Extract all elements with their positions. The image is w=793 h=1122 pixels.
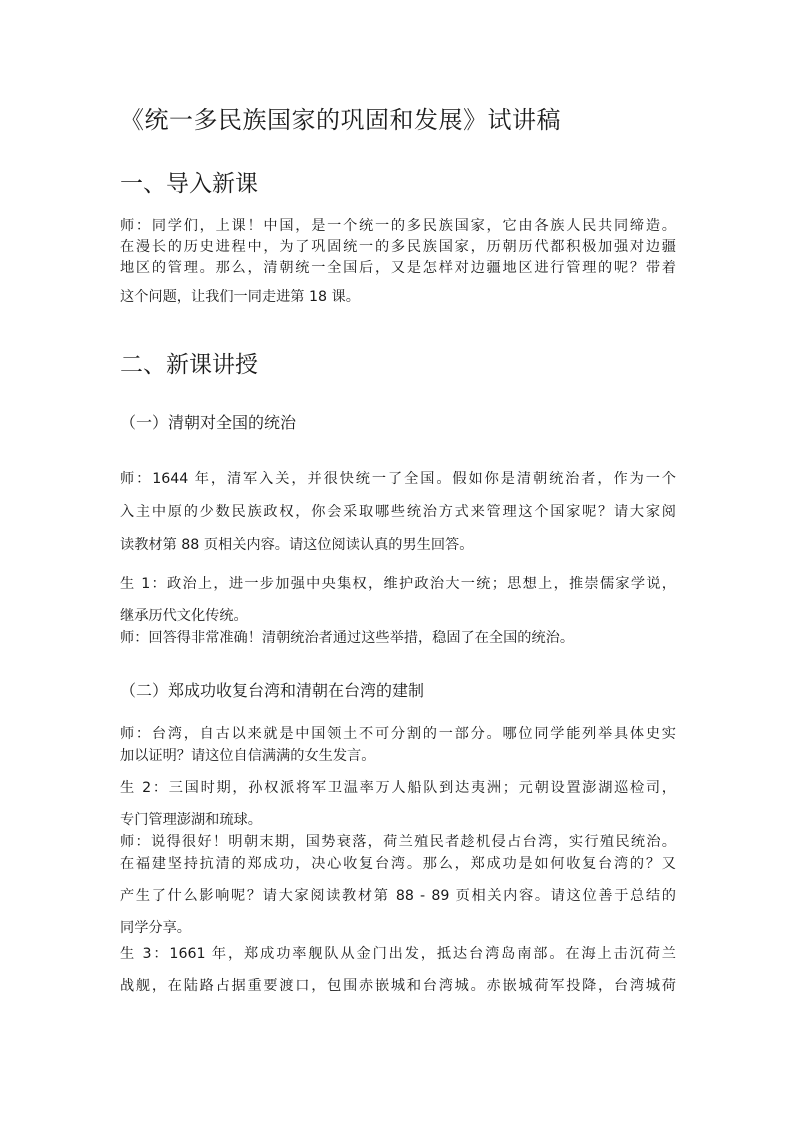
intro-paragraph xyxy=(120,216,676,307)
text-line: 入主中原的少数民族政权，你会采取哪些统治方式来管理这个国家呢？请大家阅 xyxy=(120,504,676,520)
text-line: 同学分享。 xyxy=(120,920,191,936)
student-paragraph xyxy=(120,778,676,938)
teacher-paragraph xyxy=(120,469,676,555)
text-line: 在漫长的历史进程中，为了巩固统一的多民族国家，历朝历代都积极加强对边疆 xyxy=(120,239,676,255)
text-line: 师：说得很好！明朝末期，国势衰落，荷兰殖民者趁机侵占台湾，实行殖民统治。 xyxy=(120,834,676,850)
text-line: 专门管理澎湖和琉球。 xyxy=(120,812,262,828)
document-title: 《统一多民族国家的巩固和发展》试讲稿 xyxy=(120,106,561,134)
teacher-paragraph xyxy=(120,724,676,766)
text-line: 读教材第 88 页相关内容。请这位阅读认真的男生回答。 xyxy=(120,537,474,553)
text-line: 生 2：三国时期，孙权派将军卫温率万人船队到达夷洲；元朝设置澎湖巡检司， xyxy=(120,780,676,796)
student-paragraph xyxy=(120,574,676,648)
text-line: 生 3：1661 年，郑成功率舰队从金门出发，抵达台湾岛南部。在海上击沉荷兰 xyxy=(120,946,676,962)
text-line: 战舰，在陆路占据重要渡口，包围赤嵌城和台湾城。赤嵌城荷军投降，台湾城荷 xyxy=(120,978,676,994)
text-line: 加以证明？请这位自信满满的女生发言。 xyxy=(120,748,376,764)
text-line: 在福建坚持抗清的郑成功，决心收复台湾。那么，郑成功是如何收复台湾的？又 xyxy=(120,856,676,872)
subsection-heading-taiwan: （二）郑成功收复台湾和清朝在台湾的建制 xyxy=(120,681,425,700)
text-line: 这个问题，让我们一同走进第 18 课。 xyxy=(120,289,360,305)
section-heading-intro: 一、导入新课 xyxy=(120,171,258,197)
text-line: 师：回答得非常准确！清朝统治者通过这些举措，稳固了在全国的统治。 xyxy=(120,630,575,646)
text-line: 地区的管理。那么，清朝统一全国后，又是怎样对边疆地区进行管理的呢？带着 xyxy=(120,260,676,276)
text-line: 师：台湾，自古以来就是中国领土不可分割的一部分。哪位同学能列举具体史实 xyxy=(120,726,676,742)
text-line: 产生了什么影响呢？请大家阅读教材第 88 - 89 页相关内容。请这位善于总结的 xyxy=(120,888,676,904)
subsection-heading-qing-rule: （一）清朝对全国的统治 xyxy=(120,413,297,432)
text-line: 生 1：政治上，进一步加强中央集权，维护政治大一统；思想上，推崇儒家学说， xyxy=(120,576,676,592)
text-line: 师：1644 年，清军入关，并很快统一了全国。假如你是清朝统治者，作为一个 xyxy=(120,471,676,487)
text-line: 师：同学们，上课！中国，是一个统一的多民族国家，它由各族人民共同缔造。 xyxy=(120,218,676,234)
student-paragraph xyxy=(120,944,676,996)
text-line: 继承历代文化传统。 xyxy=(120,608,248,624)
section-heading-new-lesson: 二、新课讲授 xyxy=(120,352,258,378)
